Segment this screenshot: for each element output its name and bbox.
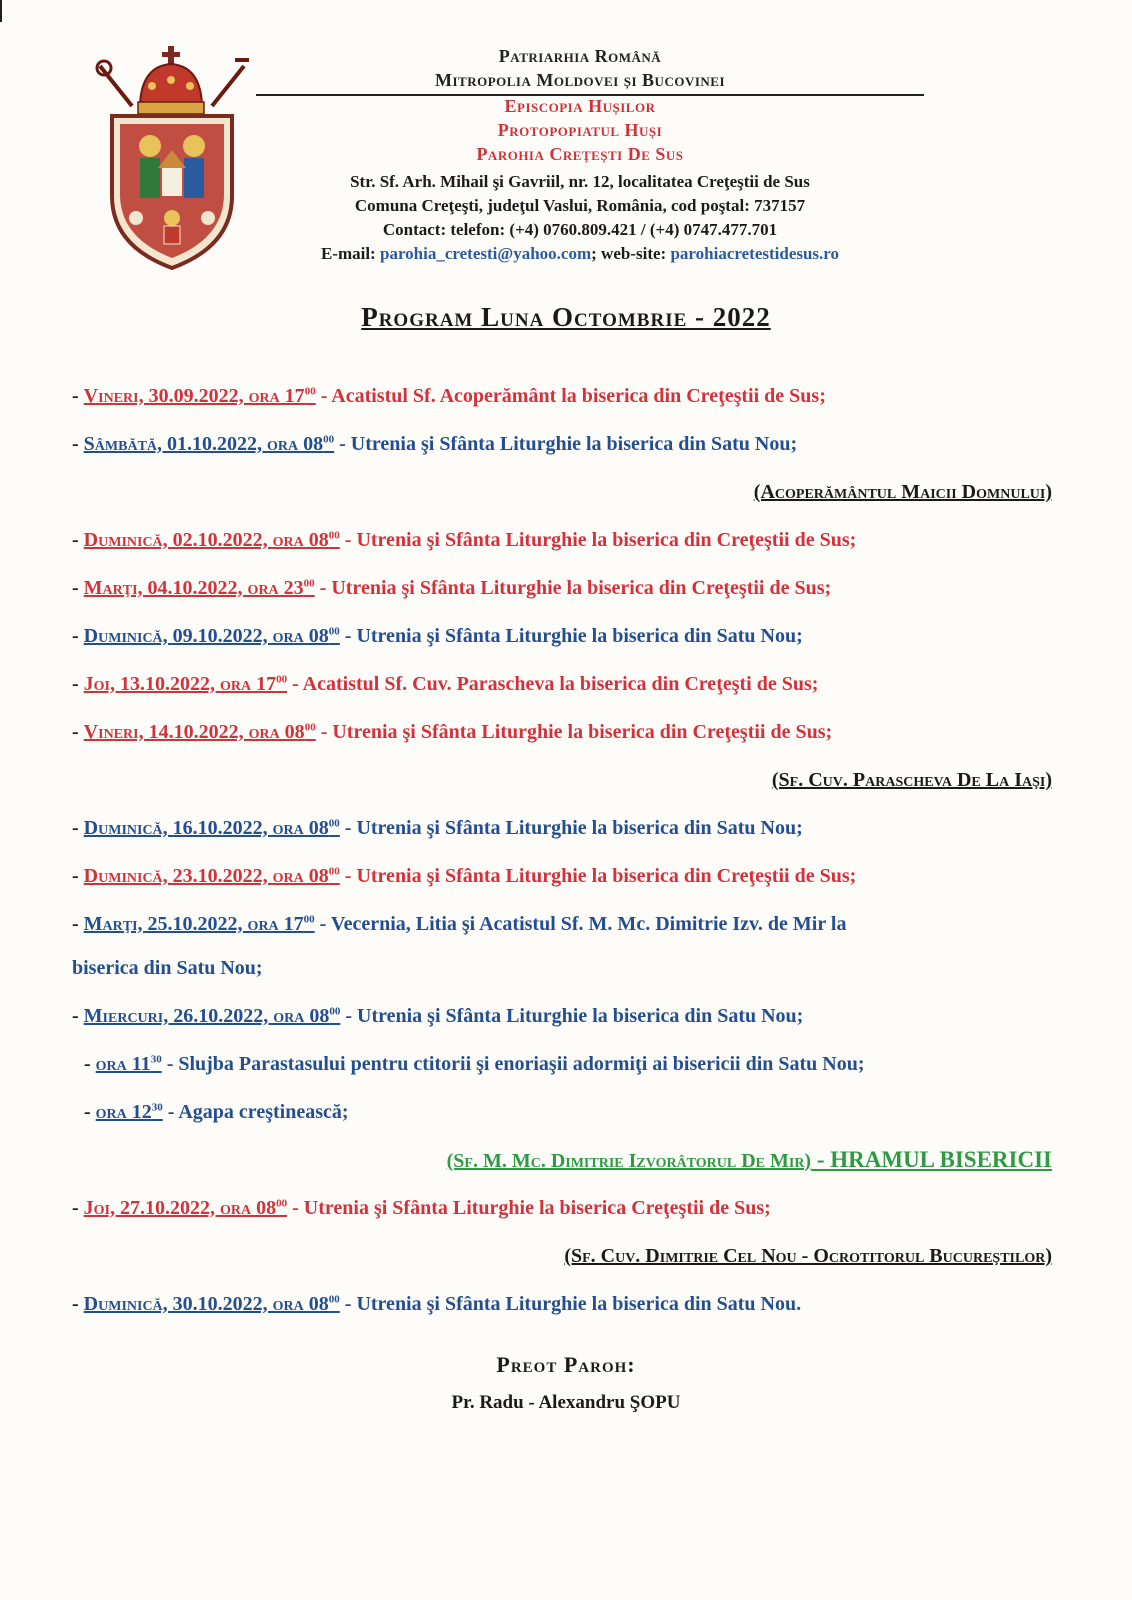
org-parohia: Parohia Creţeşti De Sus [476, 144, 684, 164]
item-dash: - [72, 433, 84, 455]
web-label: web-site: [601, 244, 667, 263]
org-patriarhia: Patriarhia Română [498, 46, 662, 66]
item-description: - Utrenia şi Sfânta Liturghie la biserica din Satu Nou; [339, 817, 803, 839]
program-subitem-parastas [72, 1040, 1062, 1088]
program-item-joi-27-10 [72, 1184, 1062, 1232]
program-title: Program Luna Octombrie - 2022 [361, 302, 771, 332]
item-description: - Slujba Parastasului pentru ctitorii şi enoriaşii adormiţi ai bisericii din Satu Nou; [161, 1053, 865, 1075]
item-description: - Utrenia şi Sfânta Liturghie la biserica din Satu Nou. [339, 1293, 802, 1315]
item-dash: - [72, 721, 84, 743]
item-dash: - [72, 1197, 84, 1219]
commune-line: Comuna Creţeşti, judeţul Vaslui, România, cod poştal: 737157 [354, 196, 806, 215]
website-link[interactable]: parohiacretestidesus.ro [670, 244, 840, 263]
episcopal-crest-icon [92, 46, 252, 274]
signature-title: Preot Paroh: [496, 1352, 636, 1377]
item-dash: - [72, 625, 84, 647]
program-list [72, 372, 1062, 1328]
feast-note-hram: (Sf. M. Mc. Dimitrie Izvorâtorul De Mir) - HRAMUL BISERICII [446, 1147, 1052, 1172]
item-description: - Acatistul Sf. Cuv. Parascheva la biserica din Creţeşti de Sus; [287, 673, 819, 695]
feast-note-parascheva: (Sf. Cuv. Parascheva De La Iaşi) [771, 769, 1052, 791]
item-date: Duminică, 16.10.2022, ora $08^{00}$ [83, 817, 340, 839]
program-item-duminica-16-10 [72, 804, 1062, 852]
hram-label: - HRAMUL BISERICII [811, 1147, 1052, 1172]
item-dash: - [72, 913, 84, 935]
item-description: - Utrenia şi Sfânta Liturghie la biserica Creţeştii de Sus; [287, 1197, 771, 1219]
item-dash: - [72, 673, 84, 695]
item-description: - Acatistul Sf. Acoperământ la biserica din Creţeştii de Sus; [315, 385, 826, 407]
email-web-separator: ; [591, 244, 597, 263]
feast-note-dimitrie-cel-nou: (Sf. Cuv. Dimitrie Cel Nou - Ocrotitorul Bucureştilor) [564, 1245, 1052, 1267]
program-item-vineri-14-10 [72, 708, 1062, 756]
item-dash: - [84, 1101, 96, 1123]
email-web-line [240, 244, 920, 264]
item-date: Marţi, 25.10.2022, ora $17^{00}$ [83, 913, 315, 935]
program-item-duminica-09-10 [72, 612, 1062, 660]
item-description: - Agapa creştinească; [162, 1101, 349, 1123]
program-item-marti-25-10 [72, 900, 1062, 948]
item-date: Duminică, 23.10.2022, ora $08^{00}$ [83, 865, 340, 887]
item-time: ora $11^{30}$ [95, 1053, 162, 1075]
item-dash: - [72, 865, 84, 887]
item-date: Joi, 13.10.2022, ora $17^{00}$ [83, 673, 288, 695]
program-item-continuation: biserica din Satu Nou; [72, 957, 263, 979]
item-date: Marţi, 04.10.2022, ora $23^{00}$ [83, 577, 315, 599]
item-date: Duminică, 09.10.2022, ora $08^{00}$ [83, 625, 340, 647]
item-dash: - [84, 1053, 96, 1075]
feast-note-acoperamant: (Acoperământul Maicii Domnului) [753, 481, 1052, 503]
program-item-duminica-23-10 [72, 852, 1062, 900]
org-protopopiatul: Protopopiatul Huși [497, 120, 663, 140]
letterhead [0, 44, 1132, 284]
program-item-vineri-30-09 [72, 372, 1062, 420]
item-date: Vineri, 14.10.2022, ora $08^{00}$ [83, 721, 316, 743]
item-date: Sâmbătă, 01.10.2022, ora $08^{00}$ [83, 433, 335, 455]
program-item-duminica-02-10 [72, 516, 1062, 564]
item-date: Miercuri, 26.10.2022, ora $08^{00}$ [83, 1005, 341, 1027]
item-dash: - [72, 1005, 84, 1027]
item-date: Duminică, 30.10.2022, ora $08^{00}$ [83, 1293, 340, 1315]
item-description: - Utrenia şi Sfânta Liturghie la biserica din Satu Nou; [340, 1005, 804, 1027]
program-item-sambata-01-10 [72, 420, 1062, 468]
item-date: Joi, 27.10.2022, ora $08^{00}$ [83, 1197, 288, 1219]
contact-line: Contact: telefon: (+4) 0760.809.421 / (+4) 0747.477.701 [382, 220, 778, 239]
address-line: Str. Sf. Arh. Mihail şi Gavriil, nr. 12, localitatea Creţeştii de Sus [350, 172, 810, 191]
scan-edge-mark [0, 0, 2, 22]
signature-block [0, 1352, 1132, 1414]
email-label: E-mail: [320, 244, 376, 263]
item-dash: - [72, 817, 84, 839]
program-subitem-agapa [72, 1088, 1062, 1136]
item-description: - Utrenia şi Sfânta Liturghie la biserica din Creţeştii de Sus; [314, 577, 832, 599]
item-date: Duminică, 02.10.2022, ora $08^{00}$ [83, 529, 340, 551]
program-item-joi-13-10 [72, 660, 1062, 708]
item-dash: - [72, 385, 84, 407]
signature-name: Pr. Radu - Alexandru ŞOPU [451, 1392, 681, 1413]
item-dash: - [72, 529, 84, 551]
org-mitropolia: Mitropolia Moldovei și Bucovinei [434, 70, 726, 90]
item-dash: - [72, 1293, 84, 1315]
item-date: Vineri, 30.09.2022, ora $17^{00}$ [83, 385, 316, 407]
program-item-marti-04-10 [72, 564, 1062, 612]
item-description: - Utrenia şi Sfânta Liturghie la biserica din Creţeştii de Sus; [315, 721, 833, 743]
email-link[interactable]: parohia_cretesti@yahoo.com [379, 244, 592, 263]
program-item-duminica-30-10 [72, 1280, 1062, 1328]
item-description: - Utrenia şi Sfânta Liturghie la biserica din Creţeştii de Sus; [339, 865, 857, 887]
item-description: - Utrenia şi Sfânta Liturghie la biserica din Satu Nou; [334, 433, 798, 455]
item-description: - Utrenia şi Sfânta Liturghie la biserica din Creţeştii de Sus; [339, 529, 857, 551]
org-episcopia: Episcopia Hușilor [504, 96, 656, 116]
item-description: - Utrenia şi Sfânta Liturghie la biserica din Satu Nou; [339, 625, 803, 647]
item-dash: - [72, 577, 84, 599]
item-time: ora $12^{30}$ [95, 1101, 163, 1123]
item-description: - Vecernia, Litia şi Acatistul Sf. M. Mc. Dimitrie Izv. de Mir la [314, 913, 847, 935]
program-item-miercuri-26-10 [72, 992, 1062, 1040]
